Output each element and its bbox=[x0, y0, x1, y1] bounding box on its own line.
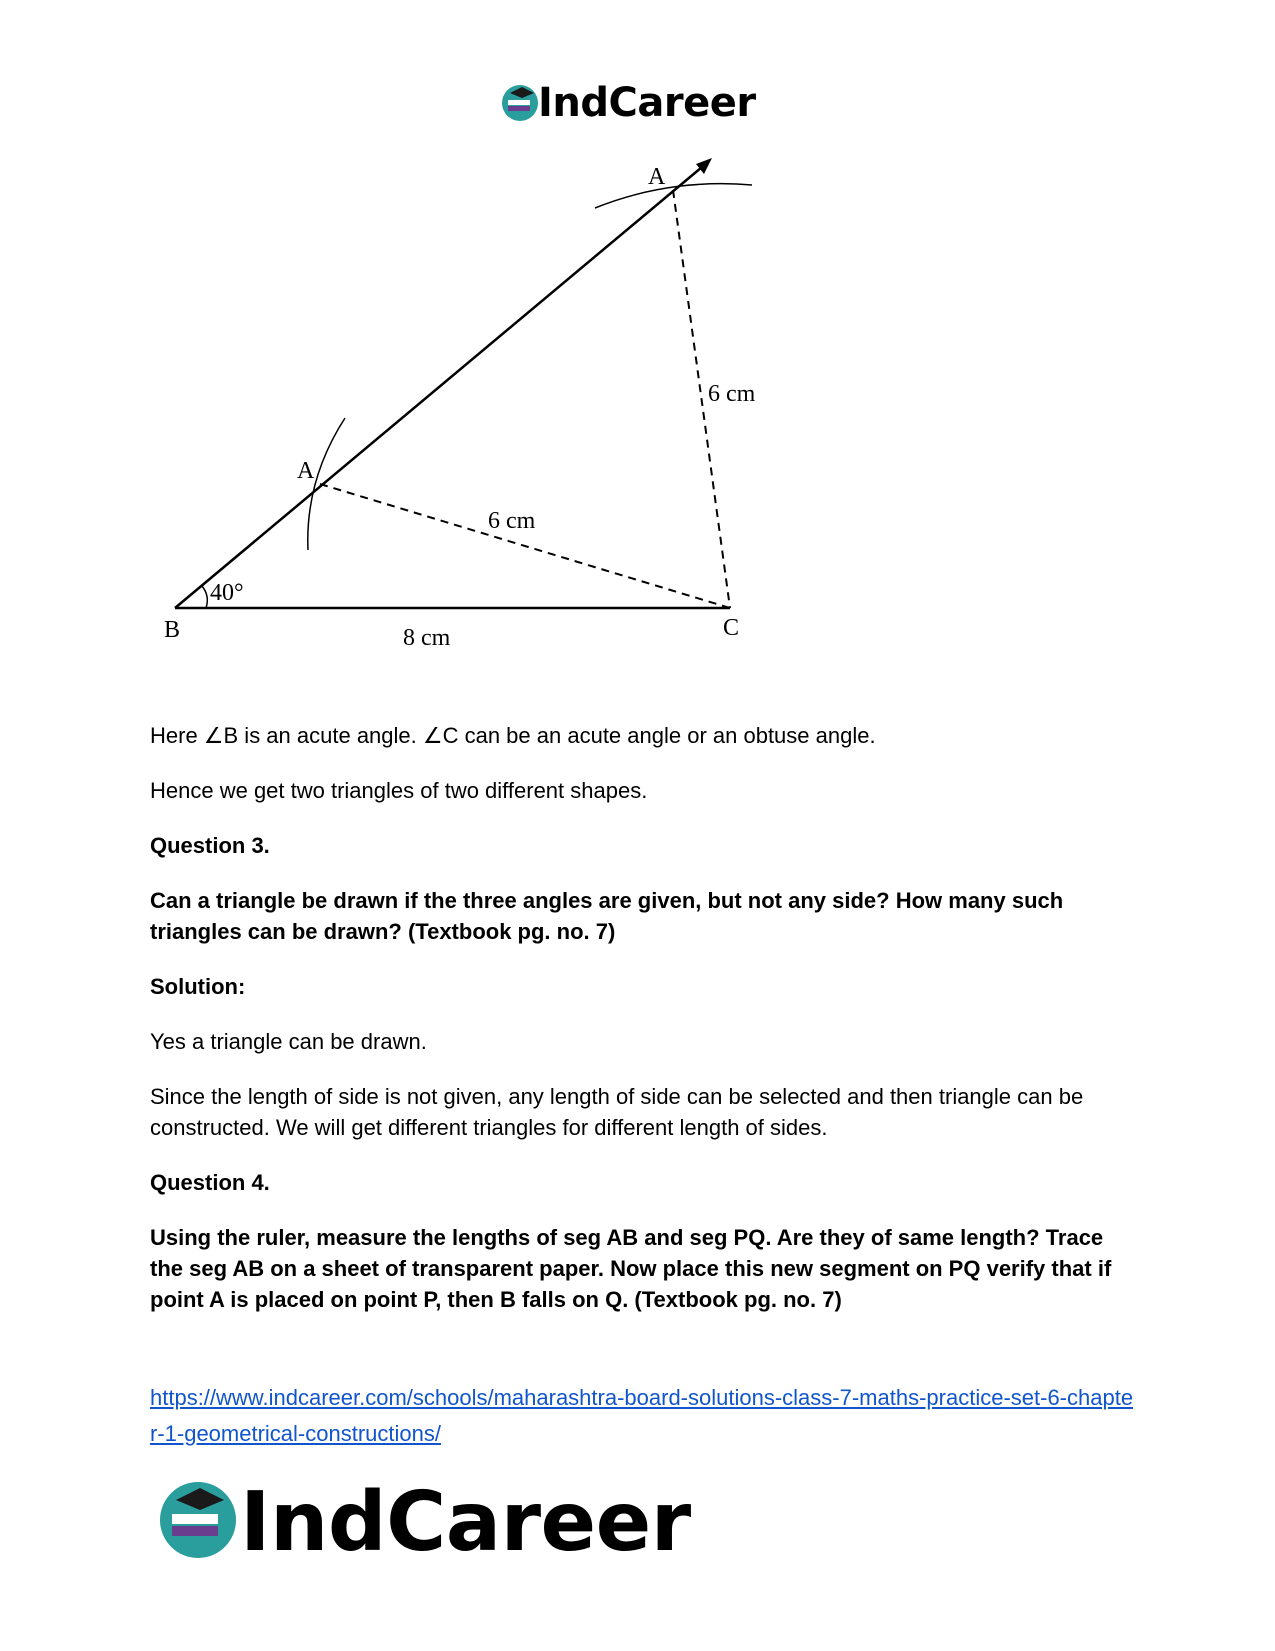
question-3-text: Can a triangle be drawn if the three angles are given, but not any side? How many such triangles can be drawn? (Textbook pg. no. 7) bbox=[150, 888, 1064, 944]
label-side-bc: 8 cm bbox=[403, 625, 451, 651]
arc-lower bbox=[308, 418, 345, 550]
label-a-mid: A bbox=[297, 458, 315, 484]
label-b: B bbox=[164, 617, 181, 643]
label-side-ac-left: 6 cm bbox=[488, 508, 536, 534]
solution-label: Solution: bbox=[150, 974, 246, 999]
label-a-top: A bbox=[648, 164, 666, 190]
footer-logo bbox=[158, 1470, 718, 1570]
paragraph-two-triangles: Hence we get two triangles of two different shapes. bbox=[150, 778, 648, 803]
header-logo-text: IndCareer bbox=[538, 80, 756, 126]
question-3-heading: Question 3. bbox=[150, 833, 270, 858]
angle-arc bbox=[202, 586, 207, 608]
question-4-heading: Question 4. bbox=[150, 1170, 270, 1195]
label-c: C bbox=[723, 615, 740, 641]
solution-line-2: Since the length of side is not given, any length of side can be selected and then triangle can be constructed. We will get different triangles for different length of sides. bbox=[150, 1084, 1084, 1140]
question-4-text: Using the ruler, measure the lengths of seg AB and seg PQ. Are they of same length? Trace the seg AB on a sheet of transparent paper. Now place this new segment on PQ verify that if point A is placed on point P, then B falls on Q. (Textbook pg. no. 7) bbox=[150, 1225, 1112, 1312]
triangle-construction-figure bbox=[140, 150, 820, 690]
logo-emblem-icon bbox=[502, 85, 538, 121]
label-side-ac-right: 6 cm bbox=[708, 381, 756, 407]
header-logo bbox=[500, 78, 780, 128]
document-body bbox=[150, 720, 1135, 1339]
solution-line-1: Yes a triangle can be drawn. bbox=[150, 1029, 427, 1054]
paragraph-angle-note: Here ∠B is an acute angle. ∠C can be an acute angle or an obtuse angle. bbox=[150, 723, 876, 748]
footer-link-block bbox=[150, 1380, 1135, 1452]
footer-logo-text: IndCareer bbox=[240, 1475, 691, 1570]
dashed-segment-ac-lower bbox=[320, 484, 730, 608]
footer-logo-emblem-icon bbox=[160, 1482, 236, 1558]
ray-ba bbox=[175, 162, 708, 608]
label-angle-40: 40° bbox=[210, 580, 244, 606]
source-link[interactable]: https://www.indcareer.com/schools/maharashtra-board-solutions-class-7-maths-practice-set-6-chapter-1-geometrical-constructions/ bbox=[150, 1385, 1134, 1446]
